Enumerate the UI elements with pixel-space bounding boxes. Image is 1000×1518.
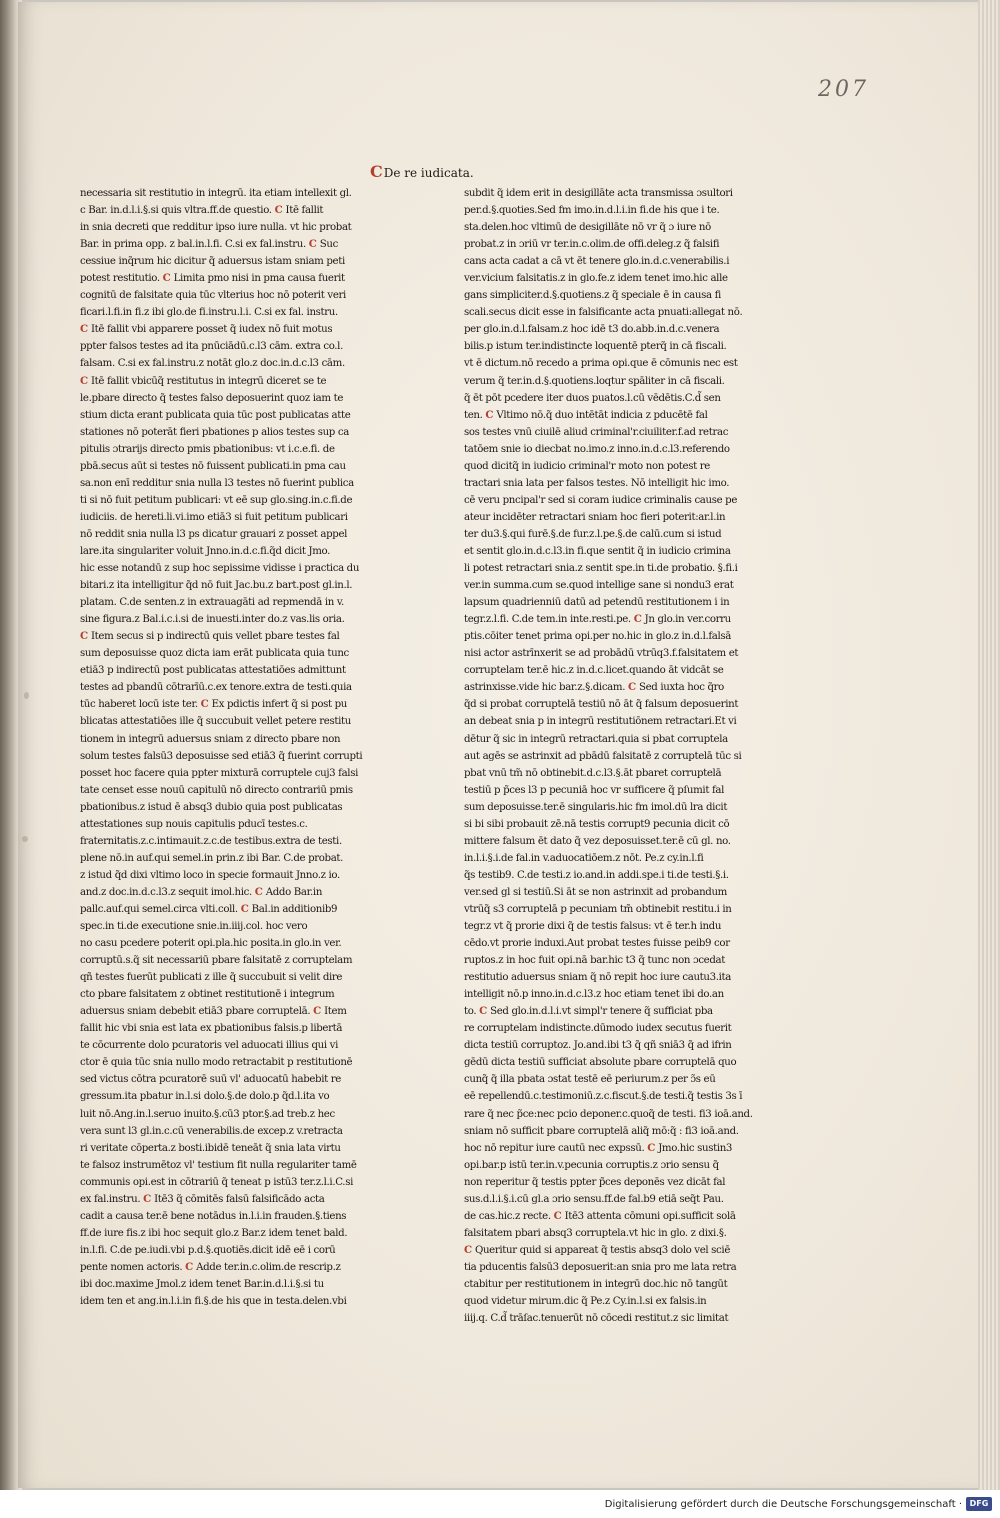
text-line: C Item secus si p indirectū quis vellet pbare testes fal — [80, 630, 340, 643]
running-head — [370, 162, 474, 181]
text-line: fallit hic vbi snia est lata ex pbationibus falsis.p libertā — [80, 1023, 343, 1035]
text-line: quod videtur mirum.dic q̃ Pe.z Cy.in.l.si ex falsis.in — [464, 1296, 707, 1308]
text-line: posset hoc facere quia ppter mixturā corruptele cuj3 falsi — [80, 767, 358, 779]
text-line: C Itē fallit vbi apparere posset q̃ iudex nō fuit motus — [80, 323, 333, 336]
text-line: c Bar. in.d.l.i.§.si quis vltra.ff.de questio. C Itē fallit — [80, 204, 324, 217]
text-line: cto pbare falsitatem z obtinet restitutionē i integrum — [80, 989, 335, 1001]
text-line: ptis.cōiter tenet prima opi.per no.hic in glo.z in.d.l.falsā — [464, 631, 732, 643]
text-line: eē repellendū.c.testimoniū.z.c.fiscut.§.de testi.q̃ testis 3s ī — [464, 1091, 743, 1103]
text-line: ter du3.§.qui furē.§.de fur.z.l.pe.§.de calū.cum si istud — [464, 528, 722, 540]
text-line: spec.in ti.de executione snie.in.iiij.col. hoc vero — [80, 921, 308, 933]
text-line: tegr.z vt q̃ prorie dixi q̃ de testis falsus: vt ē ter.h indu — [464, 921, 722, 933]
text-line: per.d.§.quoties.Sed fm imo.in.d.l.i.in fi.de his que i te. — [464, 205, 720, 217]
text-line: ppter falsos testes ad ita pnūciādū.c.l3 cām. extra co.l. — [80, 341, 343, 353]
paper-stain — [24, 692, 29, 699]
book-page — [18, 2, 984, 1488]
text-line: stium dicta erant publicata quia tūc post publicatas atte — [80, 409, 351, 421]
text-line: sa.non enī redditur snia nulla l3 testes nō fuerint publica — [80, 477, 354, 489]
text-line: cē veru pncipal'r sed si coram iudice criminalis cause pe — [464, 494, 738, 506]
text-line: te falsoz instrumētoz vl' testium fit nulla regulariter tamē — [80, 1159, 357, 1171]
text-line: tegr.z.l.fi. C.de tem.in inte.resti.pe. C Jn glo.in ver.corru — [464, 613, 731, 626]
text-line: ri veritate cōperta.z bosti.ibidē teneāt q̃ snia lata virtu — [80, 1142, 341, 1154]
text-line: te cōcurrente dolo pcuratoris vel aduocati illius qui vi — [80, 1040, 338, 1052]
text-line: testiū p p̃ces l3 p pecuniā hoc vr sufficere q̃ pſumit fal — [464, 784, 724, 796]
text-line: subdit q̃ idem erit in desigillāte acta transmissa ɔsultori — [464, 188, 733, 199]
running-head-text: De re iudicata. — [383, 166, 474, 180]
text-line: in.l.fi. C.de pe.iudi.vbi p.d.§.quotiēs.dicit idē eē i corū — [80, 1244, 336, 1256]
text-line: aut agēs se astrinxit ad pbādū falsitatē z corruptelā tūc si — [464, 750, 742, 762]
text-line: ver.vicium falsitatis.z in glo.fe.z idem tenet imo.hic alle — [464, 273, 728, 285]
text-line: ver.sed gl si testiū.Si āt se non astrinxit ad probandum — [464, 886, 727, 898]
text-line: et sentit glo.in.d.c.l3.in fi.que sentit q̃ in iudicio crimina — [464, 545, 731, 557]
text-line: vera sunt l3 gl.in.c.cū venerabilis.de excep.z v.retracta — [80, 1125, 343, 1137]
text-line: stationes nō poterāt fieri pbationes p alios testes sup ca — [80, 426, 349, 438]
text-line: in.l.i.§.i.de fal.in v.aduocatiōem.z nōt. Pe.z cy.in.l.fi — [464, 852, 704, 864]
text-line: non reperitur q̃ testis ppter p̃ces deponēs vez dicāt fal — [464, 1176, 726, 1188]
text-line: pente nomen actoris. C Adde ter.in.c.olim.de rescrip.z — [80, 1260, 341, 1273]
text-line: in snia decreti que redditur ipso iure nulla. vt hic probat — [80, 222, 352, 234]
text-line: cognitū de falsitate quia tūc vlterius hoc nō poterit veri — [80, 290, 346, 302]
text-line: gēdū dicta testiū sufficiat absolute pbare corruptelā quo — [464, 1057, 737, 1069]
text-line: pbā.secus aūt si testes nō fuissent publicati.in pma cau — [80, 460, 346, 472]
text-line: an debeat snia p in integrū restitutiōnem retractari.Et vi — [464, 716, 737, 728]
text-line: tia pducentis falsū3 deposuerit:an snia pro me lata retra — [464, 1261, 737, 1273]
text-line: sum deposuisse quoz dicta iam erāt publicata quia tunc — [80, 648, 349, 660]
text-line: si bi sibi probauit zē.nā testis corrupt9 pecunia dicit cō — [464, 818, 730, 830]
running-head-rubric: C — [370, 162, 383, 181]
text-line: ti si nō fuit petitum publicari: vt eē sup glo.sing.in.c.fi.de — [80, 494, 353, 506]
text-line: falsam. C.si ex fal.instru.z notāt glo.z doc.in.d.c.l3 cām. — [80, 358, 345, 370]
text-line: C Queritur quid si appareat q̃ testis absq3 dolo vel sciē — [464, 1243, 731, 1256]
text-line: fraternitatis.z.c.intimauit.z.c.de testibus.extra de testi. — [80, 835, 342, 847]
text-line: per glo.in.d.l.falsam.z hoc idē t3 do.abb.in.d.c.venera — [464, 324, 720, 336]
text-line: ctabitur per restitutionem in integrū doc.hic nō tangūt — [464, 1279, 728, 1290]
text-line: Bar. in prima opp. z bal.in.l.fi. C.si ex fal.instru. C Suc — [80, 238, 338, 251]
text-line: plene nō.in auf.qui semel.in prin.z ibi Bar. C.de probat. — [80, 852, 344, 864]
text-line: bitari.z ita intelligitur q̃d nō fuit Jac.bu.z bart.post gl.in.l. — [80, 580, 353, 592]
text-line: C Itē fallit vbicūq̃ restitutus in integrū diceret se te — [80, 374, 327, 387]
text-line: ficari.l.fi.in fi.z ibi glo.de fi.instru.l.i. C.si ex fal. instru. — [80, 307, 338, 319]
text-line: ten. C Vltimo nō.q̃ duo intētāt indicia z pducētē fal — [464, 408, 708, 421]
dfg-logo: DFG — [966, 1497, 992, 1511]
text-line: q̃d si probat corruptelā testiū nō āt q̃ falsum deposuerint — [464, 699, 739, 711]
page-stack-edges — [978, 0, 1000, 1490]
text-line: cadit a causa ter.ē bene notādus in.l.i.in frauden.§.tiens — [80, 1210, 347, 1222]
text-line: opi.bar.p istū ter.in.v.pecunia corruptis.z ɔrio sensu q̃ — [464, 1159, 719, 1171]
text-line: sos testes vnū ciuilē aliud criminal'r.ciuiliter.f.ad retrac — [464, 426, 729, 438]
text-line: astrinxisse.vide hic bar.z.§.dicam. C Sed iuxta hoc q̃ro — [464, 681, 724, 694]
funding-notice: Digitalisierung gefördert durch die Deutsche Forschungsgemeinschaft · — [604, 1499, 962, 1510]
text-line: sniam nō sufficit pbare corruptelā aliq̃ mō:q̃ : fi3 ioā.and. — [464, 1125, 739, 1137]
text-line: corruptelam ter.ē hic.z in.d.c.licet.quando āt vidcāt se — [464, 665, 724, 677]
text-line: cessiue inq̃rum hic dicitur q̃ aduersus istam sniam peti — [80, 256, 345, 268]
text-line: cēdo.vt prorie induxi.Aut probat testes fuisse peib9 cor — [464, 938, 730, 950]
text-line: sus.d.l.i.§.i.cū gl.a ɔrio sensu.ff.de fal.b9 etiā seq̃t Pau. — [464, 1193, 724, 1205]
text-line: le.pbare directo q̃ testes falso deposuerint quoz iam te — [80, 392, 344, 404]
text-line: blicatas attestatiōes ille q̃ succubuit vellet petere restitu — [80, 716, 351, 728]
text-line: ver.in summa.cum se.quod intellige sane si nondu3 erat — [464, 580, 734, 592]
text-line: platam. C.de senten.z in extrauagāti ad repmendā in v. — [80, 597, 344, 609]
text-line: verum q̃ ter.in.d.§.quotiens.loqtur spāliter in cā fiscali. — [464, 375, 725, 387]
text-line: cunq̃ q̃ illa pbata ɔstat testē eē periurum.z per ɔ̃s eū — [464, 1074, 716, 1086]
text-line: de cas.hic.z recte. C Itē3 attenta cōmuni opi.sufficit solā — [464, 1209, 736, 1222]
text-line: hoc nō repitur iure cautū nec expssū. C Jmo.hic sustin3 — [464, 1141, 733, 1154]
text-line: lapsum quadrienniū datū ad petendū restitutionem i in — [464, 597, 730, 609]
text-column-right — [464, 185, 790, 1327]
text-line: probat.z in ɔriū vr ter.in.c.olim.de offi.deleg.z q̃ falsifi — [464, 239, 720, 251]
text-line: rare q̃ nec p̃ce:nec pcio deponer.c.quoq̃ de testi. fi3 ioā.and. — [464, 1108, 753, 1120]
text-line: q̃s testib9. C.de testi.z io.and.in addi.spe.i ti.de testi.§.i. — [464, 869, 729, 881]
text-line: z istud q̃d dixi vltimo loco in specie formauit Jnno.z io. — [80, 869, 340, 881]
text-column-left — [80, 185, 440, 1310]
text-line: dētur q̃ sic in integrū retractari.quia si pbat corruptela — [464, 733, 728, 745]
text-line: lare.ita singulariter voluit Jnno.in.d.c.fi.q̃d dicit Jmo. — [80, 545, 331, 557]
text-line: dicta testiū corruptoz. Jo.and.ibi t3 q̃ qñ sniā3 q̃ ad ifrin — [464, 1040, 732, 1052]
text-line: tionem in integrū aduersus sniam z directo pbare non — [80, 733, 341, 745]
text-line: attestationes sup nouis capitulis pducī testes.c. — [80, 818, 308, 830]
text-line: vtrūq̃ s3 corruptelā p pecuniam tm̃ obtinebit restitu.i in — [464, 903, 732, 915]
text-line: necessaria sit restitutio in integrū. ita etiam intellexit gl. — [80, 188, 352, 199]
text-line: communis opi.est in cōtrariū q̃ teneat p istū3 ter.z.l.i.C.si — [80, 1176, 353, 1188]
text-line: gans simpliciter.d.§.quotiens.z q̃ speciale ē in causa fi — [464, 290, 721, 302]
paper-stain — [22, 836, 28, 842]
text-line: sta.delen.hoc vltimū de desigillāte nō vr q̃ ɔ iure nō — [464, 222, 711, 234]
text-line: luit nō.Ang.in.l.seruo inuito.§.cū3 ptor.§.ad treb.z hec — [80, 1108, 335, 1120]
text-line: scali.secus dicit esse in falsificante acta pnuati:allegat nō. — [464, 307, 743, 319]
text-line: ff.de iure fis.z ibi hoc sequit glo.z Bar.z idem tenet bald. — [80, 1227, 348, 1239]
text-line: bilis.p istum ter.indistincte loquentē pterq̃ in cā fiscali. — [464, 341, 727, 353]
text-line: mittere falsum ēt dato q̃ vez deposuisset.ter.ē cū gl. no. — [464, 835, 731, 847]
text-line: restitutio aduersus sniam q̃ nō repit hoc iure cautu3.ita — [464, 972, 732, 984]
text-line: iiij.q. C.d̃ trāſac.tenuerūt nō cōcedi restitut.z sic limitat — [464, 1313, 729, 1325]
text-line: corruptū.s.q̃ sit necessariū pbare falsitatē z corruptelam — [80, 955, 353, 967]
text-line: ex fal.instru. C Itē3 q̃ cōmitēs falsū falsificādo acta — [80, 1192, 325, 1205]
text-line: li potest retractari snia.z sentit spe.in ti.de probatio. §.fi.i — [464, 563, 738, 575]
folio-number: 207 — [818, 77, 869, 102]
text-line: ateur incidēter retractari sniam hoc fieri poterit:ar.l.in — [464, 511, 726, 523]
text-line: ruptos.z in hoc fuit opi.nā bar.hic t3 q̃ tunc non ɔcedat — [464, 955, 725, 967]
text-line: etiā3 p indirectū post publicatas attestatiōes admittunt — [80, 665, 346, 677]
text-line: sed victus cōtra pcuratorē suū vl' aduocatū habebit re — [80, 1074, 341, 1086]
text-line: falsitatem pbari absq3 corruptela.vt hic in glo. z dixi.§. — [464, 1227, 727, 1239]
text-line: pbationibus.z istud ē absq3 dubio quia post publicatas — [80, 801, 343, 813]
text-line: quod dicitq̃ in iudicio criminal'r moto non potest re — [464, 460, 710, 472]
text-line: cans acta cadat a cā vt ēt tenere glo.in.d.c.venerabilis.i — [464, 256, 730, 268]
text-line: re corruptelam indistincte.dūmodo iudex secutus fuerit — [464, 1023, 732, 1035]
text-line: qñ testes fuerūt publicati z ille q̃ succubuit si velit dire — [80, 972, 343, 984]
text-line: nisi actor astrīnxerit se ad probādū vtrūq3.f.falsitatem et — [464, 648, 739, 660]
text-line: hic esse notandū z sup hoc sepissime vidisse i practica du — [80, 563, 360, 575]
text-line: intelligit nō.p inno.in.d.c.l3.z hoc etiam tenet ibi do.an — [464, 989, 724, 1001]
footer-bar — [0, 1490, 1000, 1518]
text-line: vt ē dictum.nō recedo a prima opi.que ē cōmunis nec est — [464, 358, 738, 370]
text-line: q̃ ēt pōt pcedere iter duos puatos.l.cū vēdētis.C.d̃ sen — [464, 392, 721, 404]
text-line: tate censet esse nouū capitulū nō directo contrariū pmis — [80, 784, 353, 796]
text-line: sine figura.z Bal.i.c.i.si de inuesti.inter do.z vas.lis oria. — [80, 614, 345, 626]
text-line: aduersus sniam debebit etiā3 pbare corruptelā. C Item — [80, 1005, 347, 1018]
text-line: no casu pcedere poterit opi.pla.hic posita.in glo.in ver. — [80, 938, 342, 950]
text-line: solum testes falsū3 deposuisse sed etiā3 q̃ fuerint corrupti — [80, 750, 363, 762]
text-line: tatōem snie io diecbat no.imo.z inno.in.d.c.l3.referendo — [464, 443, 730, 455]
text-line: idem ten et ang.in.l.i.in fi.§.de his que in testa.delen.vbi — [80, 1296, 347, 1308]
text-line: ibi doc.maxime Jmol.z idem tenet Bar.in.d.l.i.§.si tu — [80, 1279, 324, 1290]
text-line: sum deposuisse.ter.ē singularis.hic fm imol.dū lra dicit — [464, 801, 728, 813]
text-line: pbat vnū tm̃ nō obtinebit.d.c.l3.§.āt pbaret corruptelā — [464, 767, 722, 779]
text-line: ctor ē quia tūc snia nullo modo retractabit p restitutionē — [80, 1057, 353, 1069]
text-line: to. C Sed glo.in.d.l.i.vt simpl'r tenere q̃ sufficiat pba — [464, 1005, 713, 1018]
text-line: pitulis ɔtrarijs directo pmis pbationibus: vt i.c.e.fi. de — [80, 443, 335, 455]
text-line: and.z doc.in.d.c.l3.z sequit imol.hic. C Addo Bar.in — [80, 885, 323, 898]
text-line: gressum.ita pbatur in.l.si dolo.§.de dolo.p q̃d.l.ita vo — [80, 1091, 330, 1103]
text-line: tūc haberet locū iste ter. C Ex pdictis infert q̃ si post pu — [80, 698, 347, 711]
text-line: pallc.auf.qui semel.circa vlti.coll. C Bal.in additionib9 — [80, 902, 338, 915]
text-line: testes ad pbandū cōtrarīū.c.ex tenore.extra de testi.quia — [80, 682, 352, 694]
text-line: iudiciis. de hereti.li.vi.imo etiā3 si fuit petitum publicari — [80, 511, 348, 523]
text-line: potest restitutio. C Limita pmo nisi in pma causa fuerit — [80, 272, 345, 285]
text-line: tractari snia lata per falsos testes. Nō intelligit hic imo. — [464, 477, 730, 489]
text-line: nō reddit snia nulla l3 ps dicatur grauari z posset appel — [80, 528, 348, 540]
